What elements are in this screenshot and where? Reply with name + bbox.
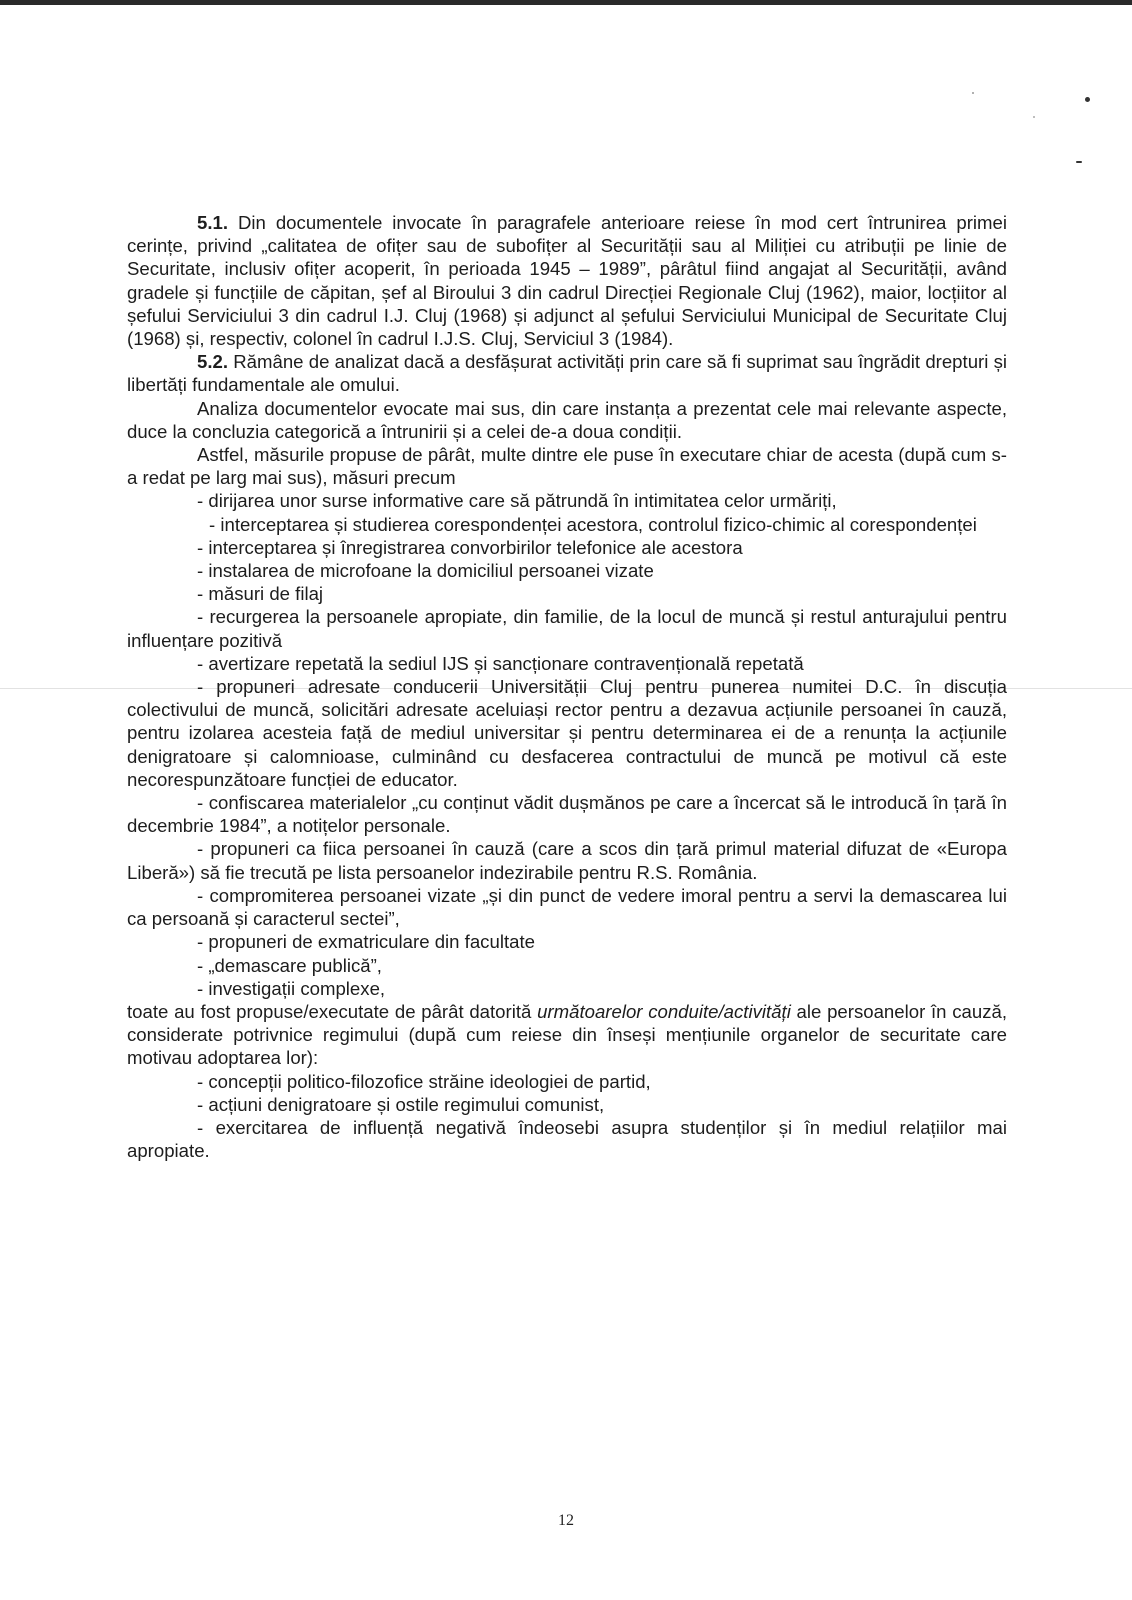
list-item: - compromiterea persoanei vizate „și din punct de vedere imoral pentru a servi la demascarea lui ca persoană și caracterul sectei”, — [127, 884, 1007, 930]
list-item: - acțiuni denigratoare și ostile regimului comunist, — [197, 1093, 605, 1115]
list-item: - interceptarea și înregistrarea convorbirilor telefonice ale acestora — [197, 536, 743, 558]
list-item: - măsuri de filaj — [197, 583, 324, 605]
section-number: 5.2. — [197, 351, 229, 373]
scan-speck — [1085, 97, 1090, 102]
list-item: - interceptarea și studierea corespondenței acestora, controlul fizico-chimic al corespondenței — [209, 513, 977, 535]
document-body — [127, 211, 1007, 1162]
list-item: - „demascare publică”, — [197, 954, 382, 976]
paragraph-5-2 — [127, 350, 1007, 396]
paragraph-5-1 — [127, 211, 1007, 350]
list-item: - concepții politico-filozofice străine ideologiei de partid, — [197, 1070, 651, 1092]
paragraph-text: Din documentele invocate în paragrafele anterioare reiese în mod cert întrunirea primei cerințe, privind „calitatea de ofițer sau de subofițer al Securității sau al Miliției cu atribuții pe linie de Securitate, inclusiv ofițer acoperit, în perioada 1945 – 1989”, pârâtul fiind angajat al Securității, având gradele și funcțiile de căpitan, șef al Biroului 3 din cadrul Direcției Regionale Cluj (1962), maior, locțiitor al șefului Serviciului 3 din cadrul I.J. Cluj (1968) și adjunct al șefului Serviciului Municipal de Securitate Cluj (1968) și, respectiv, colonel în cadrul I.J.S. Cluj, Serviciul 3 (1984). — [127, 212, 1007, 350]
scan-speck — [1076, 161, 1082, 163]
list-item: - propuneri de exmatriculare din facultate — [197, 931, 535, 953]
section-number: 5.1. — [197, 212, 229, 233]
scan-speck — [1033, 116, 1035, 118]
paragraph-conclusion — [127, 1000, 1007, 1070]
conclusion-emphasis: următoarelor conduite/activități — [537, 1000, 791, 1022]
paragraph-text: Rămâne de analizat dacă a desfășurat activități prin care să fi suprimat sau îngrădit drepturi și libertăți fundamentale ale omului. — [127, 351, 1007, 396]
paragraph-analiza: Analiza documentelor evocate mai sus, din care instanța a prezentat cele mai relevante aspecte, duce la concluzia categorică a întrunirii și a celei de-a doua condiții. — [127, 397, 1007, 442]
list-item: - instalarea de microfoane la domiciliul persoanei vizate — [197, 560, 654, 582]
list-item: - avertizare repetată la sediul IJS și sancționare contravențională repetată — [197, 652, 804, 674]
scan-top-border — [0, 0, 1132, 5]
conducts-list — [127, 1070, 1007, 1163]
scan-speck — [972, 92, 974, 94]
conclusion-text: toate au fost propuse/executate de pârât datorită — [127, 1000, 538, 1022]
list-item: - propuneri adresate conducerii Universității Cluj pentru punerea numitei D.C. în discuția colectivului de muncă, solicitări adresate aceluiași rector pentru a dezavua acțiunile persoanei în cauză, pentru izolarea acesteia față de mediul universitar și pentru determinarea ei de a renunța la acțiunile denigratoare și calomnioase, culminând cu desfacerea contractului de muncă pe motivul că este necorespunzătoare funcției de educator. — [127, 676, 1007, 790]
list-item: - confiscarea materialelor „cu conținut vădit dușmănos pe care a încercat să le introducă în țară în decembrie 1984”, a notițelor personale. — [127, 792, 1007, 837]
conclusion-text: ale persoanelor în cauză, considerate potrivnice regimului (după cum reiese din înseși mențiunile organelor de securitate care motivau adoptarea lor): — [127, 1000, 1007, 1069]
list-item: - dirijarea unor surse informative care să pătrundă în intimitatea celor urmăriți, — [197, 490, 837, 512]
list-item: - recurgerea la persoanele apropiate, din familie, de la locul de muncă și restul anturajului pentru influențare pozitivă — [127, 606, 1007, 651]
list-item: - propuneri ca fiica persoanei în cauză (care a scos din țară primul material difuzat de «Europa Liberă») să fie trecută pe lista persoanelor indezirabile pentru R.S. România. — [127, 838, 1007, 883]
page-number: 12 — [558, 1512, 574, 1529]
list-item: - investigații complexe, — [197, 977, 386, 999]
list-item: - exercitarea de influență negativă îndeosebi asupra studenților și în mediul relațiilor mai apropiate. — [127, 1116, 1007, 1162]
measures-list — [127, 489, 1007, 999]
paragraph-astfel: Astfel, măsurile propuse de pârât, multe dintre ele puse în executare chiar de acesta (după cum s-a redat pe larg mai sus), măsuri precum — [127, 444, 1007, 489]
